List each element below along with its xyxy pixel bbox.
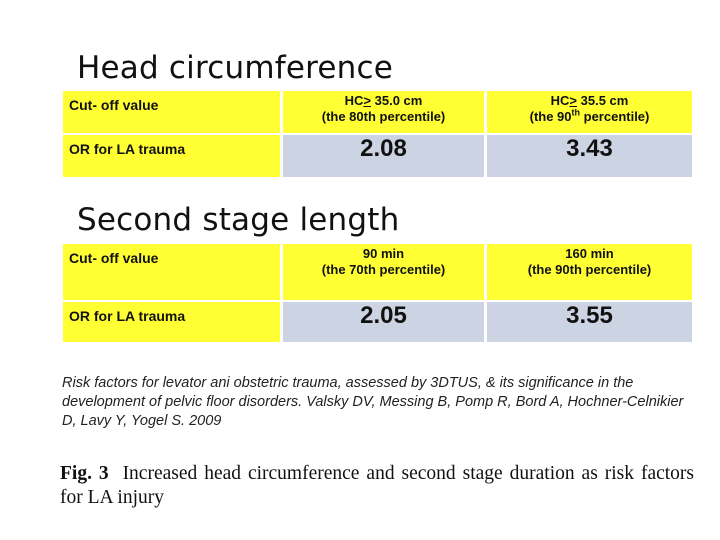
cutoff-value-cell (487, 244, 692, 300)
cutoff-value-line (283, 93, 484, 109)
or-label: OR for LA trauma (63, 135, 280, 177)
section-title-second-stage: Second stage length (77, 202, 400, 238)
second-stage-table (60, 242, 695, 344)
cutoff-prefix: HC (550, 93, 570, 108)
cutoff-note: (the 90th percentile) (527, 262, 652, 277)
table-row (63, 244, 692, 300)
or-value: 2.08 (283, 135, 484, 177)
cutoff-value-cell (283, 91, 484, 133)
table-row (63, 135, 692, 177)
or-value: 3.43 (487, 135, 692, 177)
or-label: OR for LA trauma (63, 302, 280, 342)
cutoff-note-text: (the 90 (529, 109, 572, 124)
cutoff-value-cell (487, 91, 692, 133)
cutoff-note (487, 109, 692, 125)
cutoff-value: 35.5 cm (577, 93, 629, 108)
cutoff-note-text: (the 80th percentile) (321, 109, 446, 124)
or-value: 3.55 (487, 302, 692, 342)
head-circumference-table (60, 89, 695, 179)
cutoff-value: 160 min (565, 246, 614, 261)
figure-caption (60, 462, 694, 510)
table-row (63, 91, 692, 133)
cutoff-note-tail: percentile) (580, 109, 650, 124)
or-value: 2.05 (283, 302, 484, 342)
cutoff-value-cell (283, 244, 484, 300)
cutoff-label: Cut- off value (63, 244, 280, 300)
cutoff-operator: > (569, 93, 578, 108)
cutoff-value-line (487, 93, 692, 109)
cutoff-value: 35.0 cm (371, 93, 423, 108)
cutoff-operator: > (363, 93, 372, 108)
figure-label: Fig. 3 (60, 463, 109, 484)
cutoff-note (283, 109, 484, 125)
section-title-head-circumference: Head circumference (77, 50, 394, 86)
cutoff-value: 90 min (362, 246, 405, 261)
cutoff-prefix: HC (344, 93, 364, 108)
citation-text: Risk factors for levator ani obstetric trauma, assessed by 3DTUS, & its significance in the development of pelvic floor disorders. Valsky DV, Messing B, Pomp R, Bord A, Hochner-Celnikier D, Lavy Y, Yogel S. 2009 (62, 375, 684, 429)
table-row (63, 302, 692, 342)
cutoff-note: (the 70th percentile) (321, 262, 446, 277)
cutoff-label: Cut- off value (63, 91, 280, 133)
cutoff-note-sup: th (571, 107, 581, 118)
figure-caption-text: Increased head circumference and second stage duration as risk factors for LA injury (60, 463, 694, 508)
